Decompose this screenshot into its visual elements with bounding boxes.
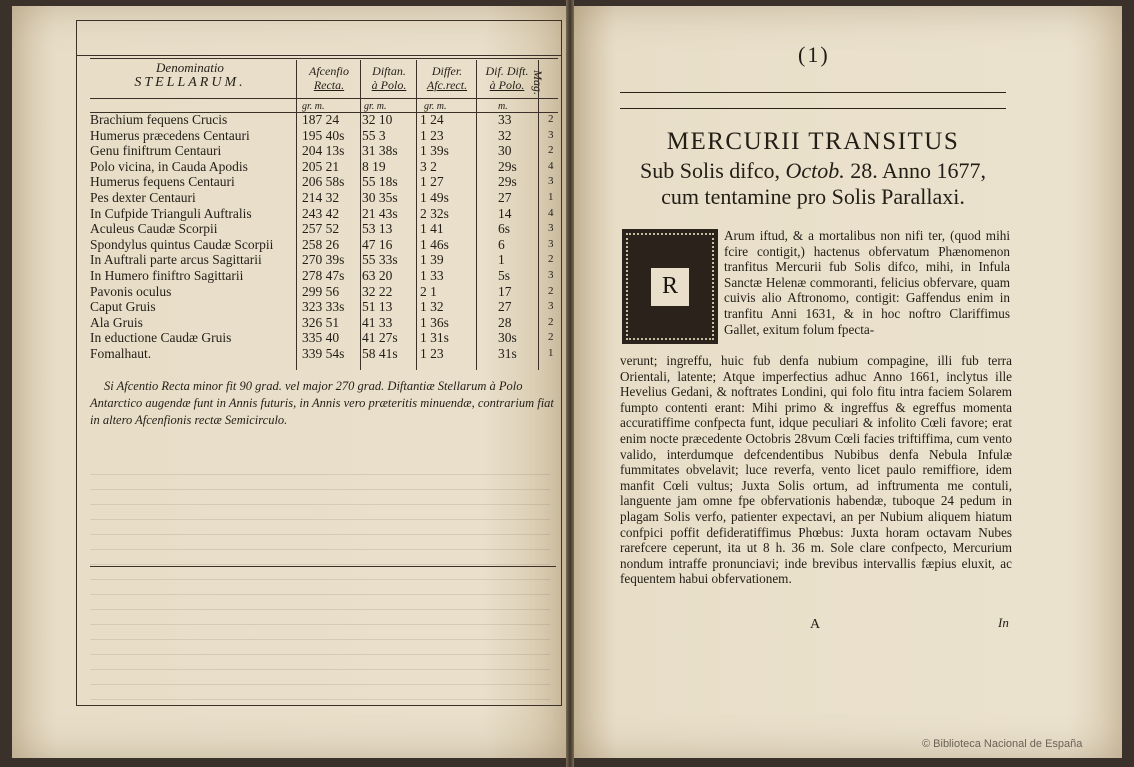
distance-from-pole: 53 13 xyxy=(362,221,393,237)
distance-from-pole: 8 19 xyxy=(362,158,386,174)
right-ascension: 323 33s xyxy=(302,299,345,315)
magnitude: 2 xyxy=(548,253,554,266)
diff-ascension: 1 46s xyxy=(420,236,449,252)
diff-ascension: 1 33 xyxy=(420,268,444,283)
diff-ascension: 1 49s xyxy=(420,190,449,205)
table-note: Si Afcentio Recta minor fit 90 grad. vel major 270 grad. Diftantiæ Stellarum à Polo Antarctico augendæ funt in Annis futuris, in Annis vero præteritis minuendæ, contrarium fiat in altero Afcenfionis rectæ Semicirculo. xyxy=(90,379,554,427)
star-name: Humerus præcedens Centauri xyxy=(90,127,250,143)
diff-distance: 1 xyxy=(498,252,505,268)
col-dar-line1: Differ. xyxy=(431,64,463,78)
units-dp: gr. m. xyxy=(364,101,387,112)
magnitude: 2 xyxy=(548,331,554,344)
magnitude: 2 xyxy=(548,113,554,125)
magnitude: 2 xyxy=(548,144,554,157)
star-name: Aculeus Caudæ Scorpii xyxy=(90,221,218,237)
header-line-2: STELLARUM. xyxy=(134,75,246,90)
star-name: In Humero finiftro Sagittarii xyxy=(90,268,244,283)
header-rule xyxy=(620,92,1006,93)
magnitude: 2 xyxy=(548,284,554,297)
col-header-ra xyxy=(298,64,360,92)
col-header-dar xyxy=(418,64,476,92)
diff-ascension: 1 31s xyxy=(420,330,449,346)
distance-from-pole: 55 33s xyxy=(362,252,398,268)
magnitude: 2 xyxy=(548,315,554,328)
col-ddp-line2: à Polo. xyxy=(489,78,525,92)
diff-distance: 14 xyxy=(498,205,512,221)
diff-ascension: 3 2 xyxy=(420,158,437,174)
star-name: Pes dexter Centauri xyxy=(90,190,196,205)
table-row xyxy=(90,315,560,330)
distance-from-pole: 30 35s xyxy=(362,190,398,205)
header-top-rule xyxy=(90,58,558,59)
right-ascension: 257 52 xyxy=(302,221,340,237)
magnitude: 4 xyxy=(548,159,554,172)
right-ascension: 339 54s xyxy=(302,346,345,361)
table-row xyxy=(90,299,560,314)
star-name: Fomalhaut. xyxy=(90,346,152,361)
magnitude: 1 xyxy=(548,347,554,359)
header-star-names xyxy=(90,60,290,90)
diff-ascension: 1 39 xyxy=(420,252,444,268)
diff-distance: 6 xyxy=(498,236,505,252)
star-name: In Cufpide Trianguli Auftralis xyxy=(90,205,252,221)
diff-distance: 27 xyxy=(498,299,512,315)
diff-distance: 29s xyxy=(498,158,517,174)
diff-distance: 27 xyxy=(498,190,512,205)
distance-from-pole: 63 20 xyxy=(362,268,393,283)
magnitude: 3 xyxy=(548,128,554,141)
col-dp-line2: à Polo. xyxy=(371,78,407,92)
distance-from-pole: 55 18s xyxy=(362,174,398,190)
table-row xyxy=(90,221,560,236)
diff-distance: 33 xyxy=(498,112,512,127)
star-name: Caput Gruis xyxy=(90,299,156,315)
distance-from-pole: 32 10 xyxy=(362,112,393,127)
right-ascension: 214 32 xyxy=(302,190,340,205)
right-ascension: 187 24 xyxy=(302,112,340,127)
diff-distance: 17 xyxy=(498,283,512,299)
distance-from-pole: 31 38s xyxy=(362,143,398,159)
magnitude: 3 xyxy=(548,300,554,313)
star-name: Brachium fequens Crucis xyxy=(90,112,228,127)
gutter xyxy=(566,0,574,767)
distance-from-pole: 55 3 xyxy=(362,127,386,143)
diff-ascension: 2 32s xyxy=(420,205,449,221)
bleed-through xyxy=(90,460,550,700)
header-rule xyxy=(620,108,1006,109)
col-ra-line1: Afcenfio xyxy=(309,64,349,78)
diff-ascension: 1 32 xyxy=(420,299,444,315)
diff-distance: 5s xyxy=(498,268,511,283)
title-sub-b: Octob. xyxy=(785,158,845,183)
title-subline xyxy=(620,158,1006,184)
diff-ascension: 1 41 xyxy=(420,221,444,237)
right-ascension: 278 47s xyxy=(302,268,345,283)
distance-from-pole: 51 13 xyxy=(362,299,393,315)
right-ascension: 205 21 xyxy=(302,158,340,174)
diff-ascension: 1 23 xyxy=(420,127,444,143)
title-sub-a: Sub Solis difco, xyxy=(640,158,786,183)
diff-distance: 30 xyxy=(498,143,512,159)
col-header-ddp xyxy=(478,64,536,92)
units-dar: gr. m. xyxy=(424,101,447,112)
diff-distance: 32 xyxy=(498,127,512,143)
table-row xyxy=(90,330,560,345)
star-name: Polo vicina, in Cauda Apodis xyxy=(90,158,248,174)
right-ascension: 195 40s xyxy=(302,127,345,143)
col-ra-line2: Recta. xyxy=(313,78,345,92)
table-row xyxy=(90,252,560,267)
col-header-mag: Mag. xyxy=(531,70,545,95)
title-third-line: cum tentamine pro Solis Parallaxi. xyxy=(661,184,965,209)
star-name: Spondylus quintus Caudæ Scorpii xyxy=(90,236,274,252)
table-row xyxy=(90,206,560,221)
table-row xyxy=(90,112,560,127)
paragraph-start: Arum iftud, & a mortalibus non nifi ter, (quod mihi fcire contigit,) hactenus obfervatum Phænomenon tranfitus Mercurii fub Solis difco, mihi, in Infula Sanctæ Helenæ commoranti, felicius obfervare, quam cuivis alio Aftronomo, contigit: Gaffendus enim in tranfitu Anni 1631, & in hoc noftro Clariffimus Gallet, exitum folum fpecta- xyxy=(724,228,1010,337)
units-ddp: m. xyxy=(498,101,508,112)
star-name: Ala Gruis xyxy=(90,314,143,330)
magnitude: 3 xyxy=(548,237,554,250)
right-ascension: 335 40 xyxy=(302,330,340,346)
col-header-dp xyxy=(362,64,416,92)
right-ascension: 270 39s xyxy=(302,252,345,268)
signature-mark: A xyxy=(810,617,821,632)
units-ra: gr. m. xyxy=(302,101,325,112)
distance-from-pole: 47 16 xyxy=(362,236,393,252)
distance-from-pole: 41 27s xyxy=(362,330,398,346)
table-row xyxy=(90,174,560,189)
right-ascension: 258 26 xyxy=(302,236,340,252)
diff-ascension: 1 27 xyxy=(420,174,444,190)
header-bottom-rule xyxy=(90,98,558,99)
diff-ascension: 1 23 xyxy=(420,346,444,361)
table-row xyxy=(90,284,560,299)
copyright-credit: © Biblioteca Nacional de España xyxy=(922,738,1083,750)
table-row xyxy=(90,346,560,361)
table-row xyxy=(90,159,560,174)
star-name: In eductione Caudæ Gruis xyxy=(90,330,232,346)
distance-from-pole: 21 43s xyxy=(362,205,398,221)
title-sub-c: 28. Anno 1677, xyxy=(844,158,986,183)
right-ascension: 326 51 xyxy=(302,314,340,330)
star-name: Genu finiftrum Centauri xyxy=(90,143,222,159)
table-row xyxy=(90,268,560,283)
table-row xyxy=(90,237,560,252)
col-dar-line2: Afc.rect. xyxy=(426,78,468,92)
drop-cap-letter: R xyxy=(649,266,691,308)
right-ascension: 204 13s xyxy=(302,143,345,159)
magnitude: 3 xyxy=(548,222,554,235)
lower-rule xyxy=(90,566,556,567)
table-row xyxy=(90,143,560,158)
magnitude: 3 xyxy=(548,175,554,188)
diff-distance: 6s xyxy=(498,221,511,237)
magnitude: 1 xyxy=(548,191,554,203)
distance-from-pole: 41 33 xyxy=(362,314,393,330)
paragraph-continued: verunt; ingreffu, huic fub denfa nubium compagine, illi fub terra Orientali, latente; Atque imperfectius adhuc Anno 1661, inclytus ille Hevelius Gedani, & noftrates Londini, qui folo fitu intra faciem Solarem fumpto contenti erant: Mihi primo & ingreffus & egreffus momenta accuratiffime confpecta funt, idque peculiari & infolito Cœli favore; erat enim nocte præcedente Octobris 28vum Cœli facies triftiffima, cum vento valido, interdumque defcendentibus Nubibus denfa Nebula Infulæ fummitates obvelavit; luce reverfa, vento licet paulo remiffiore, idem manfit Cœli vultus; Juxta Solis ortum, ad inftrumenta me contuli, languente jam omne fpe obfervationis habendæ, tuboque 24 pedum in plagam Solis verfo, patienter expectavi, an per Nubium aliquem hiatum confpici poffit defideratiffimus Phœbus: Juxta horam octavam Nubes rarefcere ceperunt, ita ut 8 h. 36 m. Sole clare confpecto, Mercurium nondum intraffe pronunciavi; inde brevibus intervallis fæpius eluxit, ac fequentem habui obfervationem. xyxy=(620,353,1012,587)
distance-from-pole: 32 22 xyxy=(362,283,393,299)
header-line-1: Denominatio xyxy=(156,60,224,75)
diff-ascension: 1 24 xyxy=(420,112,444,127)
magnitude: 4 xyxy=(548,206,554,219)
title-main: MERCURII TRANSITUS xyxy=(666,128,960,155)
magnitude: 3 xyxy=(548,269,554,281)
table-row xyxy=(90,190,560,205)
diff-ascension: 1 39s xyxy=(420,143,449,159)
col-dp-line1: Diftan. xyxy=(372,64,406,78)
star-name: In Auftrali parte arcus Sagittarii xyxy=(90,252,262,268)
right-ascension: 206 58s xyxy=(302,174,345,190)
page-number: (1) xyxy=(798,42,830,67)
distance-from-pole: 58 41s xyxy=(362,346,398,361)
diff-ascension: 1 36s xyxy=(420,314,449,330)
diff-distance: 31s xyxy=(498,346,517,361)
table-row xyxy=(90,128,560,143)
catchword: In xyxy=(998,615,1009,630)
diff-ascension: 2 1 xyxy=(420,283,437,299)
col-ddp-line1: Dif. Dift. xyxy=(485,64,529,78)
diff-distance: 30s xyxy=(498,330,517,346)
drop-cap-ornament xyxy=(622,229,718,344)
diff-distance: 28 xyxy=(498,314,512,330)
right-ascension: 299 56 xyxy=(302,283,340,299)
star-name: Pavonis oculus xyxy=(90,283,172,299)
diff-distance: 29s xyxy=(498,174,517,190)
right-ascension: 243 42 xyxy=(302,205,340,221)
star-name: Humerus fequens Centauri xyxy=(90,174,235,190)
